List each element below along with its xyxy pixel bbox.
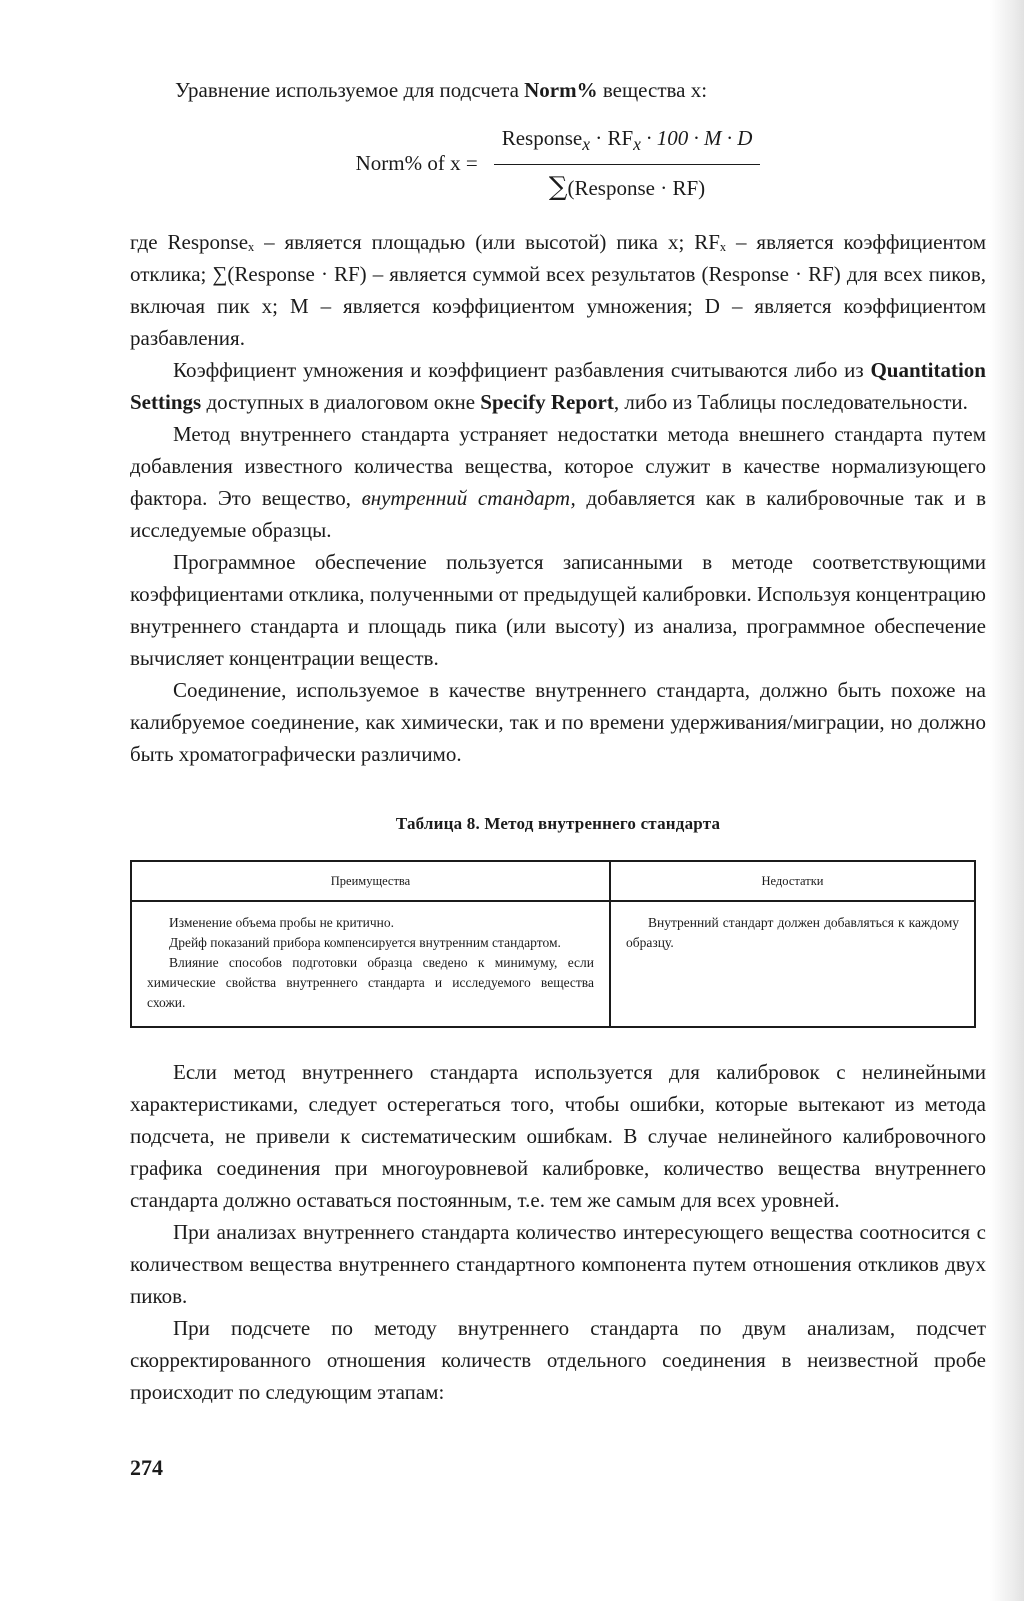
paragraph: При анализах внутреннего стандарта количество интересующего вещества соотносится с количеством вещества внутреннего стандартного компонента путем отношения откликов двух пиков. xyxy=(130,1220,986,1308)
formula-fraction xyxy=(494,122,761,204)
formula-den-text: (Response · RF) xyxy=(567,176,706,201)
table-header-row xyxy=(131,861,975,901)
page-number: 274 xyxy=(130,1455,163,1480)
paragraph-settings-text: доступных в диалоговом окне xyxy=(201,390,481,414)
paragraph: При подсчете по методу внутреннего стандарта по двум анализам, подсчет скорректированного отношения количеств отдельного соединения в неизвестной пробе происходит по следующим этапам: xyxy=(130,1316,986,1404)
formula-lhs: Norm% of x = xyxy=(355,151,478,175)
paragraph-settings xyxy=(130,354,986,418)
equation-intro xyxy=(175,74,986,106)
paragraph: Соединение, используемое в качестве внутреннего стандарта, должно быть похоже на калибруемое соединение, как химически, так и по времени удерживания/миграции, но должно быть хроматографически различимо. xyxy=(130,678,986,766)
paragraph: где Responseₓ – является площадью (или высотой) пика х; RFₓ – является коэффициентом отклика; ∑(Response · RF) – является суммой всех результатов (Response · RF) для всех пиков, включая пик х; M – является коэффициентом умножения; D – является коэффициентом разбавления. xyxy=(130,230,986,350)
paragraph-method-text: добавляется как в калибровочные так и в исследуемые образцы. xyxy=(130,486,986,542)
paragraph: Если метод внутреннего стандарта используется для калибровок с нелинейными характеристиками, следует остерегаться того, чтобы ошибки, которые вытекают из метода подсчета, не привели к систематическим ошибкам. В случае нелинейного калибровочного графика соединения при многоуровневой калибровке, количество вещества внутреннего стандарта должно оставаться постоянным, т.е. тем же самым для всех уровней. xyxy=(130,1060,986,1212)
table-cell-advantages xyxy=(131,901,610,1027)
equation-intro-text: Уравнение используемое для подсчета xyxy=(175,78,525,102)
specify-report-term: Specify Report xyxy=(480,390,614,414)
quantitation-settings-term: Quantitation Settings xyxy=(130,358,986,414)
formula-num-rf-sub: x xyxy=(633,134,641,155)
norm-formula xyxy=(130,120,986,206)
page-edge-shadow xyxy=(990,0,1024,1601)
sigma-symbol: ∑ xyxy=(548,172,568,203)
advantage-item: Влияние способов подготовки образца сведено к минимуму, если химические свойства внутреннего стандарта и исследуемого вещества схожи. xyxy=(147,955,594,1010)
table-cell-disadvantages xyxy=(610,901,975,1027)
internal-standard-term: внутренний стандарт, xyxy=(361,486,576,510)
book-page xyxy=(130,74,986,1484)
advantage-item: Изменение объема пробы не критично. xyxy=(169,915,394,930)
formula-num-sub: x xyxy=(582,134,590,155)
paragraph-method xyxy=(130,418,986,546)
formula-num-rf: · RF xyxy=(589,125,634,150)
paragraph-method-text: Метод внутреннего стандарта устраняет недостатки метода внешнего стандарта путем добавления известного количества вещества, которое служит в качестве нормализующего фактора. Это вещество, xyxy=(130,422,986,510)
equation-intro-bold: Norm% xyxy=(524,78,598,102)
formula-numerator xyxy=(494,122,761,165)
formula-num-rest: · 100 · M · D xyxy=(640,125,753,150)
paragraph-settings-text: , либо из Таблицы последовательности. xyxy=(613,390,968,414)
table-caption: Таблица 8. Метод внутреннего стандарта xyxy=(395,814,721,833)
cell-content xyxy=(133,903,608,1025)
paragraph-settings-text: Коэффициент умножения и коэффициент разбавления считываются либо из xyxy=(173,358,871,382)
internal-standard-table xyxy=(130,860,976,1028)
formula-num-response: Response xyxy=(501,125,583,150)
equation-intro-suffix: вещества х: xyxy=(597,78,708,102)
advantage-item: Дрейф показаний прибора компенсируется внутренним стандартом. xyxy=(169,935,561,950)
disadvantage-item: Внутренний стандарт должен добавляться к каждому образцу. xyxy=(626,915,959,950)
table-header-advantages: Преимущества xyxy=(131,861,610,901)
table-header-disadvantages: Недостатки xyxy=(610,861,975,901)
table-row xyxy=(131,901,975,1027)
paragraph: Программное обеспечение пользуется записанными в методе соответствующими коэффициентами отклика, полученными от предыдущей калибровки. Используя концентрацию внутреннего стандарта и площадь пика (или высоту) из анализа, программное обеспечение вычисляет концентрации веществ. xyxy=(130,550,986,670)
cell-content xyxy=(612,903,973,965)
formula-denominator xyxy=(541,165,713,204)
